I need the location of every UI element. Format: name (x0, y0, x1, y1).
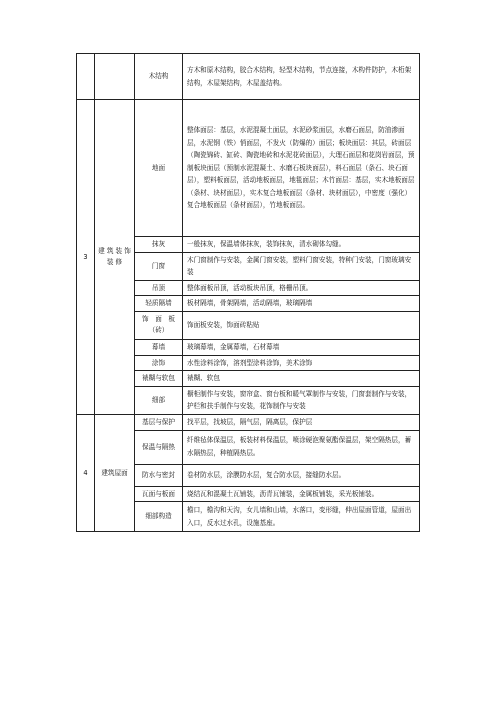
subdivision-cell: 细部构造 (135, 502, 183, 532)
subdivision-cell: 瓦面与板面 (135, 486, 183, 502)
subdivision-cell: 裱糊与软包 (135, 371, 183, 387)
content-cell: 饰面板安装，饰面砖粘贴 (183, 311, 420, 339)
subdivision-cell: 门窗 (135, 252, 183, 280)
content-cell: 找平层，找坡层，隔气层，隔离层，保护层 (183, 414, 420, 430)
row-number: 3 (77, 100, 95, 415)
table-row (77, 100, 420, 237)
subdivision-cell: 饰 面 板（砖） (135, 311, 183, 339)
row-number: 4 (77, 414, 95, 531)
subdivision-cell: 基层与保护 (135, 414, 183, 430)
content-cell: 檐口，檐沟和天沟，女儿墙和山墙，水落口，变形缝，伸出屋面管道，屋面出入口，反水过水孔，设施基座。 (183, 502, 420, 532)
content-cell: 整体面板吊顶，活动板块吊顶，格栅吊顶。 (183, 280, 420, 296)
table-row (77, 54, 420, 100)
subdivision-cell: 幕墙 (135, 339, 183, 355)
subdivision-cell: 吊顶 (135, 280, 183, 296)
table-row (77, 414, 420, 430)
content-cell: 木门窗制作与安装，金属门窗安装，塑料门窗安装，特种门安装，门窗玻璃安装 (183, 252, 420, 280)
subdivision-cell: 木结构 (135, 54, 183, 100)
content-cell: 方木和原木结构，胶合木结构，轻型木结构，节点连接，木构件防护，木桁架结构，木屋架结构，木屋盖结构。 (183, 54, 420, 100)
content-cell: 水性涂料涂饰，溶剂型涂料涂饰，美术涂饰 (183, 355, 420, 371)
subdivision-cell: 地面 (135, 100, 183, 237)
blank-category-cell (95, 54, 135, 100)
subdivision-cell: 细部 (135, 386, 183, 414)
construction-division-table (76, 53, 420, 532)
subdivision-cell: 抹灰 (135, 237, 183, 253)
category-cell: 建筑屋面 (95, 414, 135, 531)
subdivision-cell: 保温与隔热 (135, 430, 183, 464)
content-cell: 一般抹灰，保温墙体抹灰，装饰抹灰，清水砌体勾缝。 (183, 237, 420, 253)
content-cell: 烧结瓦和混凝土瓦铺装，沥青瓦铺装，金属板铺装，采光板铺装。 (183, 486, 420, 502)
content-cell: 玻璃幕墙，金属幕墙，石材幕墙 (183, 339, 420, 355)
content-cell: 板材隔墙，骨架隔墙，活动隔墙，玻璃隔墙 (183, 296, 420, 312)
content-cell: 橱柜制作与安装，窗帘盒、窗台板和暖气罩制作与安装，门窗套制作与安装，护栏和扶手制作与安装，花饰制作与安装 (183, 386, 420, 414)
content-cell: 纤维毡体保温层，板装材料保温层，喷涂硬泡聚氨酯保温层，架空隔热层，蓄水隔热层，种植隔热层。 (183, 430, 420, 464)
content-cell: 整体面层：基层，水泥混凝土面层，水泥砂浆面层，水磨石面层，防油渗面层，水泥钢（铁）悄面层，不发火（防爆的）面层；板块面层：其层，砖面层（陶瓷锦砖、缸砖、陶瓷地砖和水泥花砖面层），大理石面层和花岗岩面层，预制板块面层（预制水泥混凝土、水磨石板块面层），料石面层（条石、块石面层），塑料板面层，活动地板面层，地毯面层；木竹面层：基层，实木地板面层（条材、块材面层），实木复合地板面层（条材、块材面层），中密度（强化）复合地板面层（条材面层），竹地板面层。 (183, 100, 420, 237)
category-cell: 建 筑 装 饰 装 修 (95, 100, 135, 415)
subdivision-cell: 涂饰 (135, 355, 183, 371)
subdivision-cell: 防水与密封 (135, 464, 183, 486)
content-cell: 卷材防水层，涂膜防水层，复合防水层，接缝防水层。 (183, 464, 420, 486)
subdivision-cell: 轻质隔墙 (135, 296, 183, 312)
blank-number-cell (77, 54, 95, 100)
content-cell: 裱糊、软包 (183, 371, 420, 387)
